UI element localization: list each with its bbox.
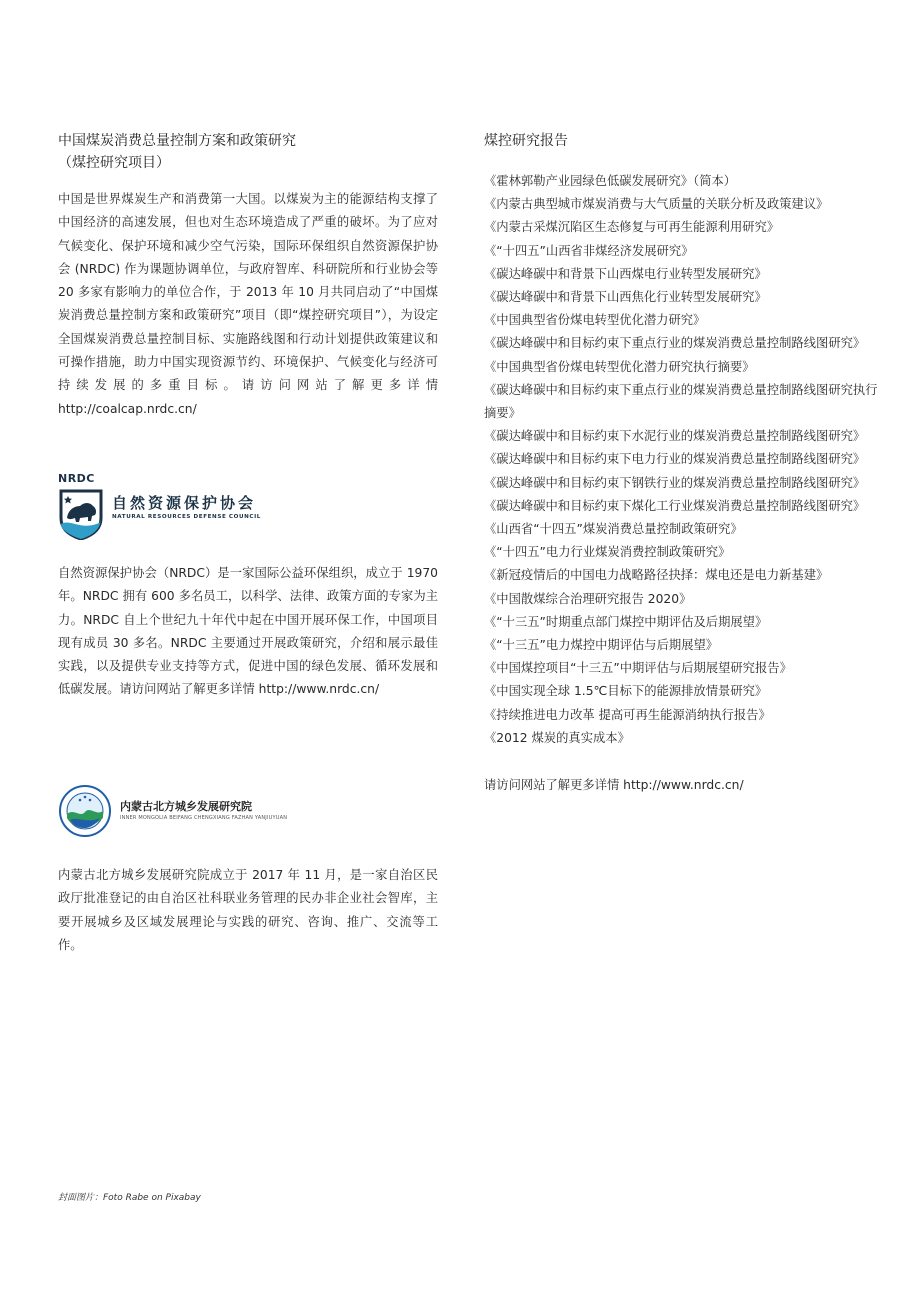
report-item: 《持续推进电力改革 提高可再生能源消纳执行报告》 <box>484 707 771 722</box>
report-item: 《中国典型省份煤电转型优化潜力研究执行摘要》 <box>484 359 755 374</box>
report-item: 《新冠疫情后的中国电力战略路径抉择：煤电还是电力新基建》 <box>484 568 829 583</box>
report-item: 《碳达峰碳中和目标约束下煤化工行业煤炭消费总量控制路线图研究》 <box>484 498 866 513</box>
project-heading <box>58 130 438 174</box>
imu-logo-name-en: INNER MONGOLIA BEIFANG CHENGXIANG FAZHAN YANJIUYUAN <box>120 815 288 821</box>
imu-logo-name-cn: 内蒙古北方城乡发展研究院 <box>120 800 252 813</box>
report-item: 《中国散煤综合治理研究报告 2020》 <box>484 591 692 606</box>
left-column <box>58 130 438 421</box>
report-item: 《“十四五”电力行业煤炭消费控制政策研究》 <box>484 545 731 560</box>
reports-visit-link[interactable]: 请访问网站了解更多详情 http://www.nrdc.cn/ <box>484 778 744 793</box>
nrdc-logo-name-cn: 自然资源保护协会 <box>112 494 257 512</box>
cover-photo-credit: 封面图片：Foto Rabe on Pixabay <box>58 1193 201 1203</box>
nrdc-logo-name-en: NATURAL RESOURCES DEFENSE COUNCIL <box>112 514 261 520</box>
imu-paragraph: 内蒙古北方城乡发展研究院成立于 2017 年 11 月，是一家自治区民政厅批准登记的由自治区社科联业务管理的民办非企业社会智库，主要开展城乡及区域发展理论与实践的研究、咨询、推广、交流等工作。 <box>58 868 438 952</box>
report-item: 《“十四五”山西省非煤经济发展研究》 <box>484 243 694 258</box>
imu-institute-logo <box>58 784 318 840</box>
report-item: 《内蒙古采煤沉陷区生态修复与可再生能源利用研究》 <box>484 220 780 235</box>
report-item: 《碳达峰碳中和目标约束下水泥行业的煤炭消费总量控制路线图研究》 <box>484 429 866 444</box>
polar-bear-shield-icon <box>58 488 104 540</box>
report-item: 《中国实现全球 1.5℃目标下的能源排放情景研究》 <box>484 684 768 699</box>
report-item: 《山西省“十四五”煤炭消费总量控制政策研究》 <box>484 522 743 537</box>
nrdc-logo-abbr: NRDC <box>58 472 95 485</box>
right-column <box>484 130 884 809</box>
reports-heading: 煤控研究报告 <box>484 133 568 149</box>
report-item: 《内蒙古典型城市煤炭消费与大气质量的关联分析及政策建议》 <box>484 197 829 212</box>
report-list <box>484 170 884 750</box>
project-heading-line2: （煤控研究项目） <box>58 155 170 171</box>
report-item: 《“十三五”电力煤控中期评估与后期展望》 <box>484 638 719 653</box>
report-item: 《中国煤控项目“十三五”中期评估与后期展望研究报告》 <box>484 661 792 676</box>
nrdc-paragraph: 自然资源保护协会（NRDC）是一家国际公益环保组织，成立于 1970 年。NRDC 拥有 600 多名员工，以科学、法律、政策方面的专家为主力。NRDC 自上个世纪九十年代中起在中国开展环保工作，中国项目现有成员 30 多名。NRDC 主要通过开展政策研究，介绍和展示最佳实践，以及提供专业支持等方式，促进中国的绿色发展、循环发展和低碳发展。请访问网站了解更多详情 http://www.nrdc.cn/ <box>58 566 438 697</box>
institute-emblem-icon <box>58 784 112 838</box>
report-item: 《2012 煤炭的真实成本》 <box>484 730 630 745</box>
report-item: 《碳达峰碳中和目标约束下电力行业的煤炭消费总量控制路线图研究》 <box>484 452 866 467</box>
report-item: 《“十三五”时期重点部门煤控中期评估及后期展望》 <box>484 614 768 629</box>
report-item: 《碳达峰碳中和背景下山西焦化行业转型发展研究》 <box>484 290 767 305</box>
report-item: 《霍林郭勒产业园绿色低碳发展研究》（简本） <box>484 174 737 188</box>
report-item: 《碳达峰碳中和目标约束下重点行业的煤炭消费总量控制路线图研究》 <box>484 336 866 351</box>
nrdc-logo <box>58 472 288 542</box>
report-item: 《碳达峰碳中和目标约束下钢铁行业的煤炭消费总量控制路线图研究》 <box>484 475 866 490</box>
report-item: 《碳达峰碳中和目标约束下重点行业的煤炭消费总量控制路线图研究执行摘要》 <box>484 382 878 421</box>
report-item: 《中国典型省份煤电转型优化潜力研究》 <box>484 313 706 328</box>
project-paragraph: 中国是世界煤炭生产和消费第一大国。以煤炭为主的能源结构支撑了中国经济的高速发展，但也对生态环境造成了严重的破坏。为了应对气候变化、保护环境和减少空气污染，国际环保组织自然资源保护协会 (NRDC) 作为课题协调单位，与政府智库、科研院所和行业协会等 20 多家有影响力的单位合作，于 2013 年 10 月共同启动了“中国煤炭消费总量控制方案和政策研究”项目（即“煤控研究项目”），为设定全国煤炭消费总量控制目标、实施路线图和行动计划提供政策建议和可操作措施，助力中国实现资源节约、环境保护、气候变化与经济可持续发展的多重目标。请访问网站了解更多详情 http://coalcap.nrdc.cn/ <box>58 192 438 416</box>
report-item: 《碳达峰碳中和背景下山西煤电行业转型发展研究》 <box>484 266 767 281</box>
project-heading-line1: 中国煤炭消费总量控制方案和政策研究 <box>58 133 296 149</box>
